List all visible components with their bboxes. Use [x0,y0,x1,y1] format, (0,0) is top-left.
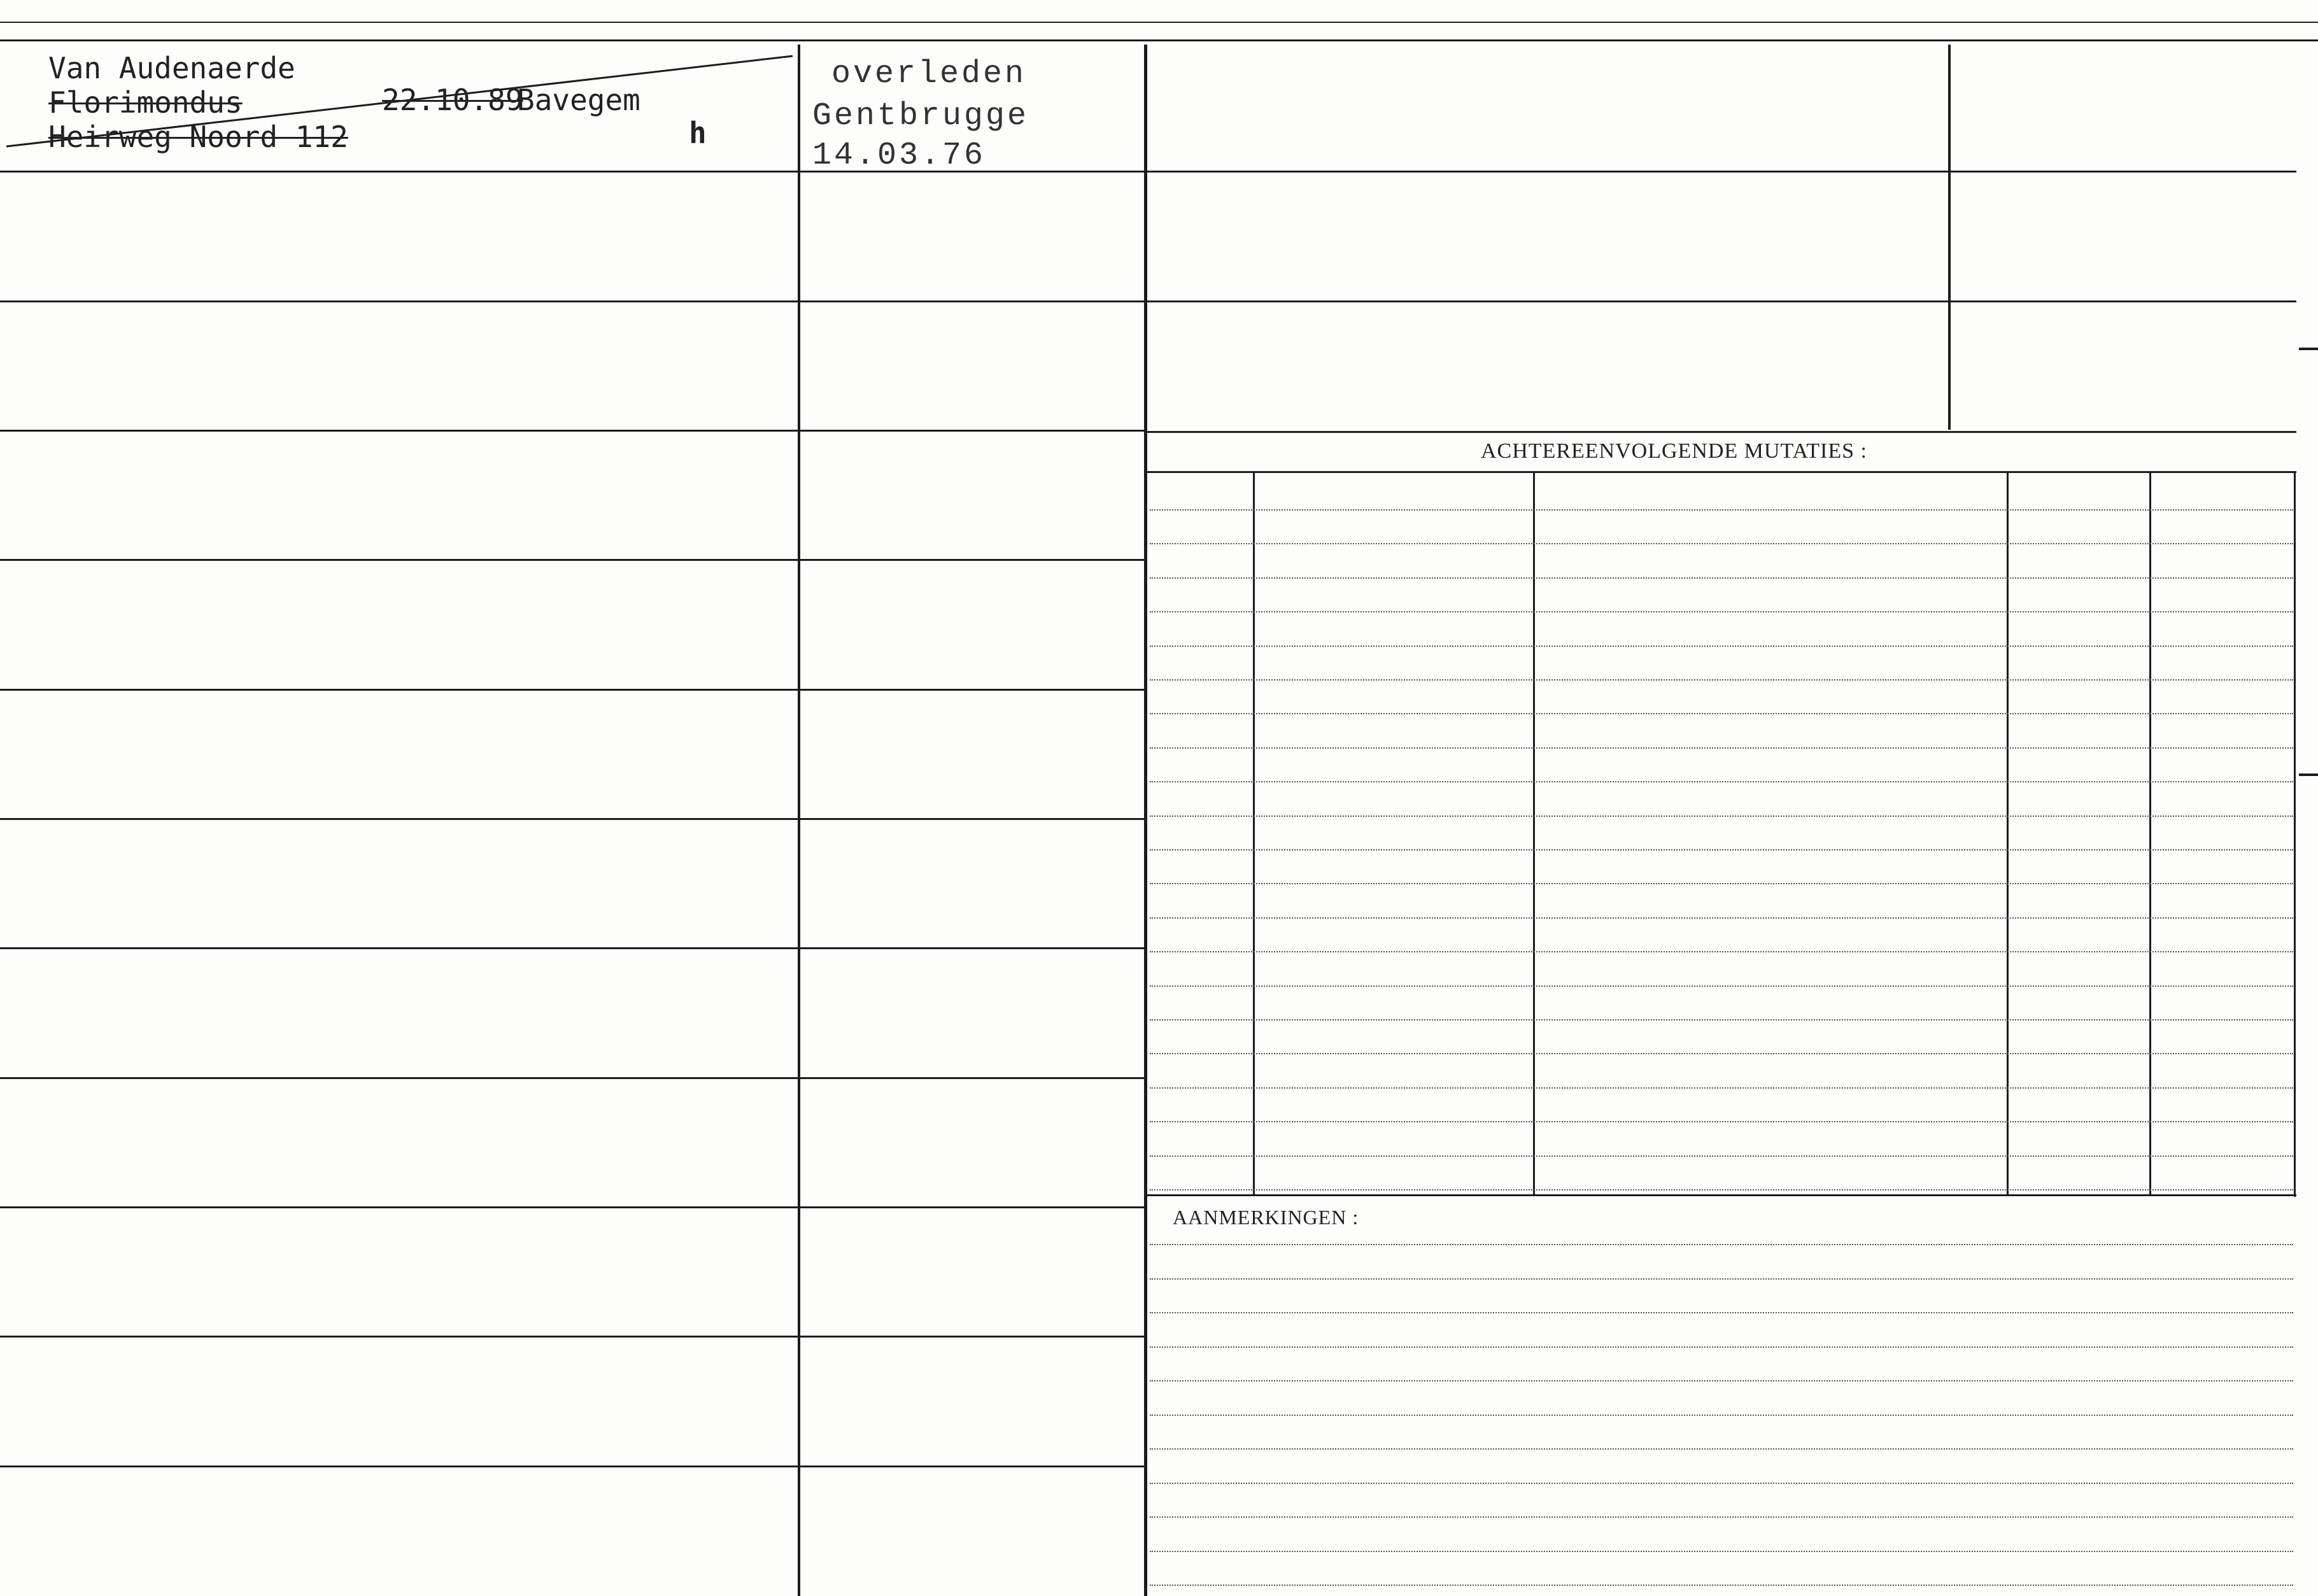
ruled-line [1150,1551,2293,1552]
column-divider-right-top [1948,45,1951,430]
row-line [1147,171,2296,173]
ruled-line [1150,611,2293,612]
ruled-line [1150,1019,2293,1020]
ruled-line [1150,951,2293,952]
ruled-line [1150,1585,2293,1586]
ruled-line [1150,883,2293,884]
row-line [0,559,1144,561]
given-name: Florimondus [48,85,243,120]
birth-date: 22.10.89 [382,83,523,117]
ruled-line [1150,1415,2293,1416]
ruled-line [1150,747,2293,749]
ruled-line [1150,543,2293,544]
column-divider-left [798,45,800,1596]
margin-tick [2299,773,2318,776]
ruled-line [1150,781,2293,782]
death-date: 14.03.76 [812,138,986,174]
ruled-line [1150,577,2293,579]
ruled-line [1150,849,2293,851]
row-line [0,947,1144,949]
address: Heirweg Noord 112 [48,120,348,154]
column-divider-center [1144,45,1147,1596]
birth-place: Bavegem [517,83,640,117]
ruled-line [1150,917,2293,919]
margin-tick [2299,348,2318,350]
top-border-bold [0,39,2318,41]
ruled-line [1150,1483,2293,1484]
ruled-line [1150,1053,2293,1054]
ruled-line [1150,1087,2293,1089]
ruled-line [1150,1278,2293,1280]
mutations-title: ACHTEREENVOLGENDE MUTATIES : [1481,439,1867,463]
ruled-line [1150,1155,2293,1157]
ruled-line [1150,713,2293,714]
death-place: Gentbrugge [812,98,1029,134]
row-line [0,689,1144,691]
right-edge [2294,471,2296,1197]
ruled-line [1150,1244,2293,1245]
row-line [0,171,798,173]
ruled-line [1150,679,2293,681]
gender-marker: h [689,116,707,150]
ruled-line [1150,1121,2293,1122]
row-line [0,300,1144,302]
ruled-line [1150,509,2293,511]
remarks-title: AANMERKINGEN : [1173,1206,1359,1229]
mutations-header-line [1147,471,2296,473]
row-line [0,430,1144,432]
row-line [1147,300,2296,302]
row-line [0,1077,1144,1079]
ruled-line [1150,816,2293,817]
death-status: overleden [831,56,1027,92]
ruled-line [1150,1346,2293,1348]
ruled-line [1150,1312,2293,1313]
row-line [0,1465,1144,1467]
ruled-line [1150,1189,2293,1190]
row-line [0,818,1144,820]
ruled-line [1150,646,2293,647]
surname: Van Audenaerde [48,51,295,85]
mutations-bottom-line [1147,1194,2296,1196]
ruled-line [1150,985,2293,987]
top-border [0,22,2318,23]
ruled-line [1150,1380,2293,1381]
row-line [0,1206,1144,1208]
ruled-line [1150,1448,2293,1450]
row-line [0,1336,1144,1338]
ruled-line [1150,1516,2293,1518]
row-line [1147,431,2296,433]
